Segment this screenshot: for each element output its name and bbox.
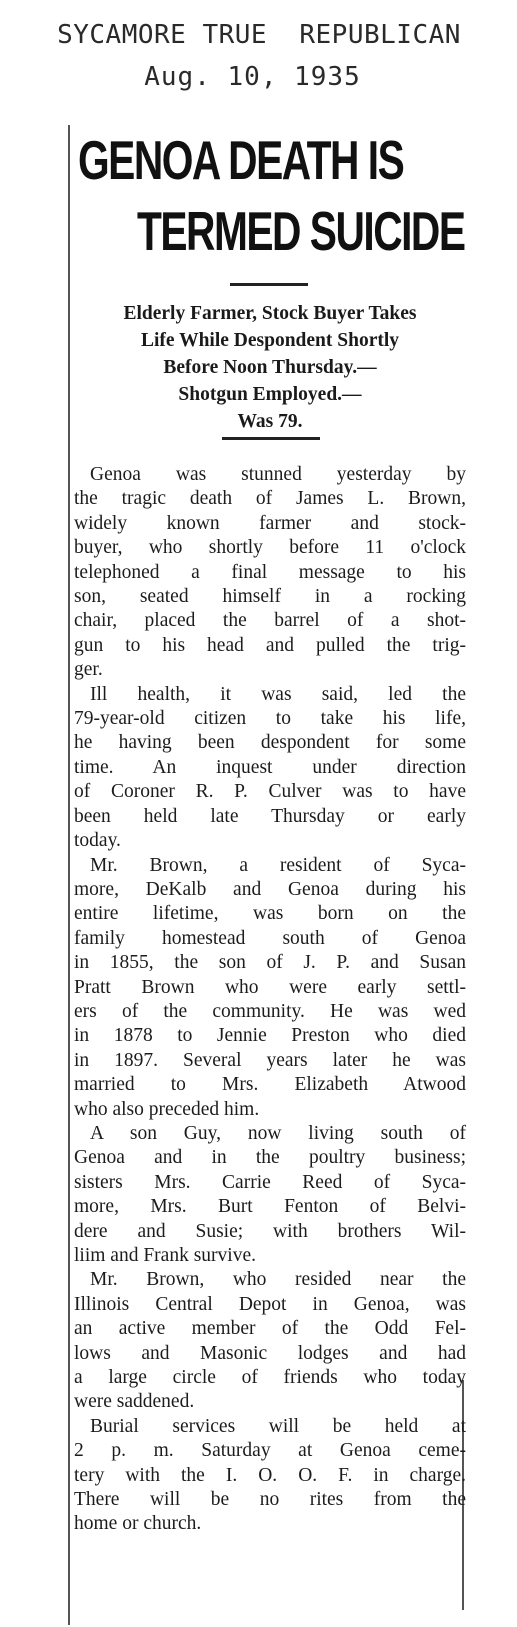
paragraph-line: buyer, who shortly before 11 o'clock [74,537,466,559]
paragraph-line: of Coroner R. P. Culver was to have [74,781,466,803]
paragraph-line: gun to his head and pulled the trig- [74,634,466,656]
paragraph-line: widely known farmer and stock- [74,512,466,534]
deck-line: Life While Despondent Shortly [140,330,400,351]
paragraph-line: the tragic death of James L. Brown, [74,488,466,510]
paragraph-line: tery with the I. O. O. F. in charge. [74,1464,466,1486]
deck-line: Shotgun Employed.— [178,384,362,405]
paragraph-line: more, DeKalb and Genoa during his [74,878,466,900]
paragraph-line: liim and Frank survive. [74,1245,256,1266]
paragraph-first-line: Mr. Brown, a resident of Syca- [90,854,466,876]
paragraph-line: home or church. [74,1513,202,1535]
paragraph-line: 79-year-old citizen to take his life, [74,708,466,730]
paragraph-line: There will be no rites from the [74,1489,466,1511]
paragraph-line: son, seated himself in a rocking [74,586,466,608]
paragraph-line: sisters Mrs. Carrie Reed of Syca- [74,1171,466,1193]
paragraph-line: in 1897. Several years later he was [74,1049,466,1071]
deck-line: Was 79. [237,411,303,432]
paragraph-line: married to Mrs. Elizabeth Atwood [74,1074,466,1096]
paragraph-line: telephoned a final message to his [74,561,466,583]
deck-line: Elderly Farmer, Stock Buyer Takes [123,303,417,324]
paragraph-line: in 1878 to Jennie Preston who died [74,1025,466,1047]
paragraph-line: dere and Susie; with brothers Wil- [74,1220,466,1242]
paragraph-line: lows and Masonic lodges and had [74,1342,466,1364]
article-body [74,463,466,1537]
paragraph-line: time. An inquest under direction [74,756,466,778]
headline-line-1: GENOA DEATH IS [78,129,404,191]
newspaper-name-label: SYCAMORE TRUE REPUBLICAN [57,20,461,50]
paragraph-line: an active member of the Odd Fel- [74,1318,466,1340]
paragraph-first-line: A son Guy, now living south of [90,1122,466,1144]
column-rule-left [68,125,70,1625]
deck-divider [222,437,320,440]
paragraph-line: ger. [74,659,103,681]
subheadline-deck [75,300,465,435]
paragraph-line: family homestead south of Genoa [74,927,466,949]
paragraph-line: Illinois Central Depot in Genoa, was [74,1293,466,1315]
clipping-date-label: Aug. 10, 1935 [144,62,361,92]
paragraph-line: 2 p. m. Saturday at Genoa ceme- [74,1440,466,1462]
paragraph-line: chair, placed the barrel of a shot- [74,610,466,632]
paragraph-line: Pratt Brown who were early settl- [74,976,466,998]
paragraph-first-line: Burial services will be held at [90,1415,466,1437]
paragraph-line: today. [74,830,121,852]
headline-line-2: TERMED SUICIDE [137,200,465,262]
paragraph-line: more, Mrs. Burt Fenton of Belvi- [74,1196,466,1218]
paragraph-line: entire lifetime, was born on the [74,903,466,925]
paragraph-line: in 1855, the son of J. P. and Susan [74,952,466,974]
paragraph-line: a large circle of friends who today [74,1367,466,1389]
paragraph-first-line: Genoa was stunned yesterday by [90,464,466,485]
paragraph-line: Genoa and in the poultry business; [74,1147,466,1169]
paragraph-line: who also preceded him. [74,1098,260,1120]
paragraph-line: ers of the community. He was wed [74,1000,466,1022]
paragraph-line: were saddened. [74,1391,195,1413]
paragraph-line: been held late Thursday or early [74,805,466,827]
paragraph-first-line: Mr. Brown, who resided near the [90,1269,466,1291]
headline-divider [230,283,308,286]
paragraph-line: he having been despondent for some [74,732,466,754]
paragraph-first-line: Ill health, it was said, led the [90,683,466,705]
deck-line: Before Noon Thursday.— [163,357,377,378]
